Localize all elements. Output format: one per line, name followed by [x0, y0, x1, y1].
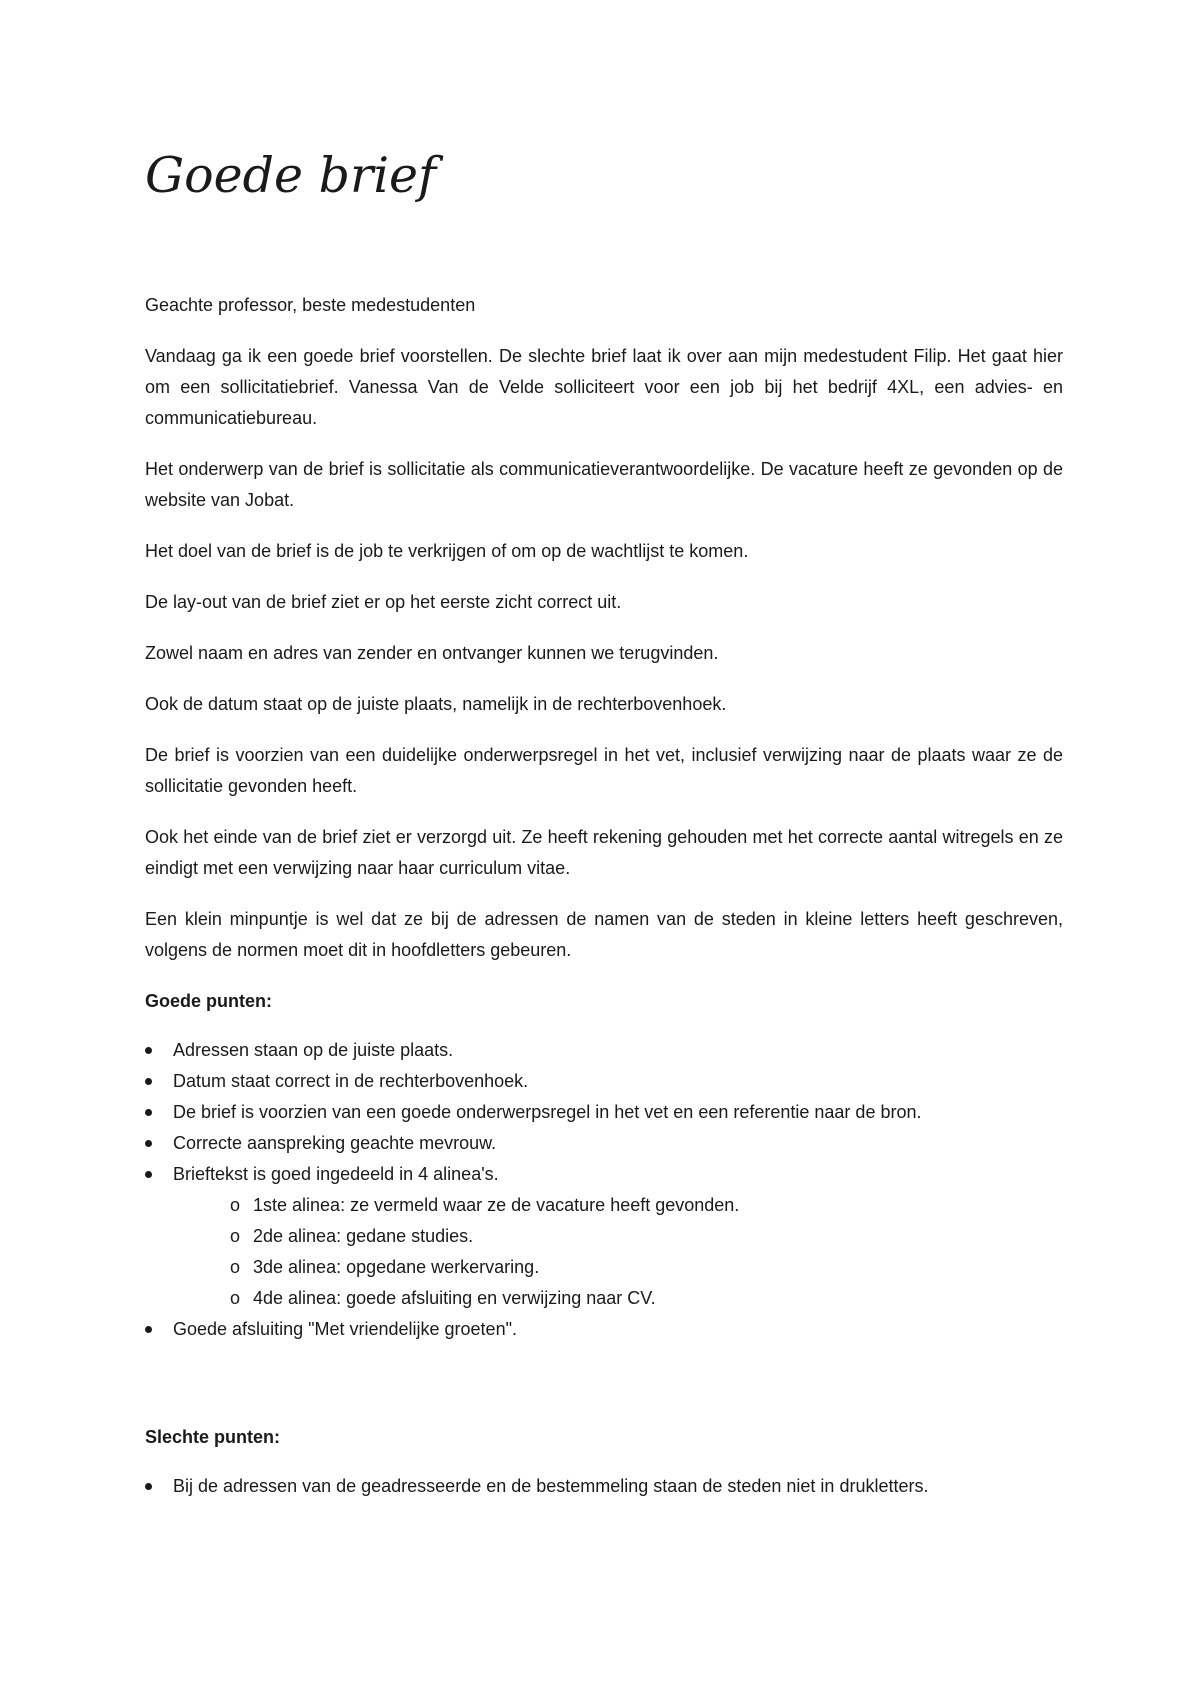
sub-list-item-text: 2de alinea: gedane studies.: [253, 1226, 474, 1246]
bullet-icon: [145, 1047, 152, 1054]
paragraph-addresses: Zowel naam en adres van zender en ontvanger kunnen we terugvinden.: [145, 643, 719, 663]
sub-bullet-icon: o: [230, 1257, 241, 1277]
list-item-text: Adressen staan op de juiste plaats.: [173, 1040, 454, 1060]
bullet-icon: [145, 1483, 152, 1490]
bullet-icon: [145, 1326, 152, 1333]
bullet-icon: [145, 1109, 152, 1116]
sub-bullet-icon: o: [230, 1226, 241, 1246]
sub-list-item: [173, 1221, 1063, 1252]
bad-points-list: [145, 1471, 1063, 1502]
paragraph-intro: Vandaag ga ik een goede brief voorstellen. De slechte brief laat ik over aan mijn medestudent Filip. Het gaat hier om een sollicitatiebrief. Vanessa Van de Velde solliciteert voor een job bij het bedrijf 4XL, een advies- en communicatiebureau.: [145, 346, 1063, 428]
paragraph-layout: De lay-out van de brief ziet er op het eerste zicht correct uit.: [145, 592, 622, 612]
bullet-icon: [145, 1171, 152, 1178]
list-item: [145, 1471, 1063, 1502]
list-item-text: Brieftekst is goed ingedeeld in 4 alinea's.: [173, 1164, 499, 1184]
sub-list-item-text: 4de alinea: goede afsluiting en verwijzing naar CV.: [253, 1288, 656, 1308]
list-item-text: Datum staat correct in de rechterbovenhoek.: [173, 1071, 529, 1091]
bad-points-heading: Slechte punten:: [145, 1427, 281, 1447]
sub-bullet-icon: o: [230, 1195, 241, 1215]
list-item: [145, 1066, 1063, 1097]
paragraph-ending: Ook het einde van de brief ziet er verzorgd uit. Ze heeft rekening gehouden met het correcte aantal witregels en ze eindigt met een verwijzing naar haar curriculum vitae.: [145, 827, 1063, 878]
paragraph-date: Ook de datum staat op de juiste plaats, namelijk in de rechterbovenhoek.: [145, 694, 727, 714]
sub-list-item: [173, 1283, 1063, 1314]
paragraph-subject-line: De brief is voorzien van een duidelijke onderwerpsregel in het vet, inclusief verwijzing naar de plaats waar ze de sollicitatie gevonden heeft.: [145, 745, 1063, 796]
paragraph-goal: Het doel van de brief is de job te verkrijgen of om op de wachtlijst te komen.: [145, 541, 749, 561]
salutation: Geachte professor, beste medestudenten: [145, 295, 476, 315]
sub-list-item: [173, 1190, 1063, 1221]
bullet-icon: [145, 1140, 152, 1147]
list-item: [145, 1314, 1063, 1345]
list-item-text: Goede afsluiting "Met vriendelijke groeten".: [173, 1319, 517, 1339]
list-item: [145, 1035, 1063, 1066]
paragraph-minus-point: Een klein minpuntje is wel dat ze bij de adressen de namen van de steden in kleine letters heeft geschreven, volgens de normen moet dit in hoofdletters gebeuren.: [145, 909, 1063, 960]
sub-list-item-text: 3de alinea: opgedane werkervaring.: [253, 1257, 540, 1277]
list-item-text: Bij de adressen van de geadresseerde en de bestemmeling staan de steden niet in drukletters.: [173, 1476, 929, 1496]
list-item: [145, 1159, 1063, 1314]
list-item: [145, 1097, 1063, 1128]
paragraph-subject: Het onderwerp van de brief is sollicitatie als communicatieverantwoordelijke. De vacature heeft ze gevonden op de website van Jobat.: [145, 459, 1063, 510]
sub-list-item-text: 1ste alinea: ze vermeld waar ze de vacature heeft gevonden.: [253, 1195, 740, 1215]
list-item: [145, 1128, 1063, 1159]
sub-bullet-icon: o: [230, 1288, 241, 1308]
bullet-icon: [145, 1078, 152, 1085]
list-item-text: De brief is voorzien van een goede onderwerpsregel in het vet en een referentie naar de bron.: [173, 1102, 922, 1122]
document-body: [145, 140, 1063, 1502]
list-item-text: Correcte aanspreking geachte mevrouw.: [173, 1133, 497, 1153]
good-points-list: [145, 1035, 1063, 1345]
sub-list: [173, 1190, 1063, 1314]
sub-list-item: [173, 1252, 1063, 1283]
document-title: Goede brief: [145, 147, 437, 204]
good-points-heading: Goede punten:: [145, 991, 272, 1011]
